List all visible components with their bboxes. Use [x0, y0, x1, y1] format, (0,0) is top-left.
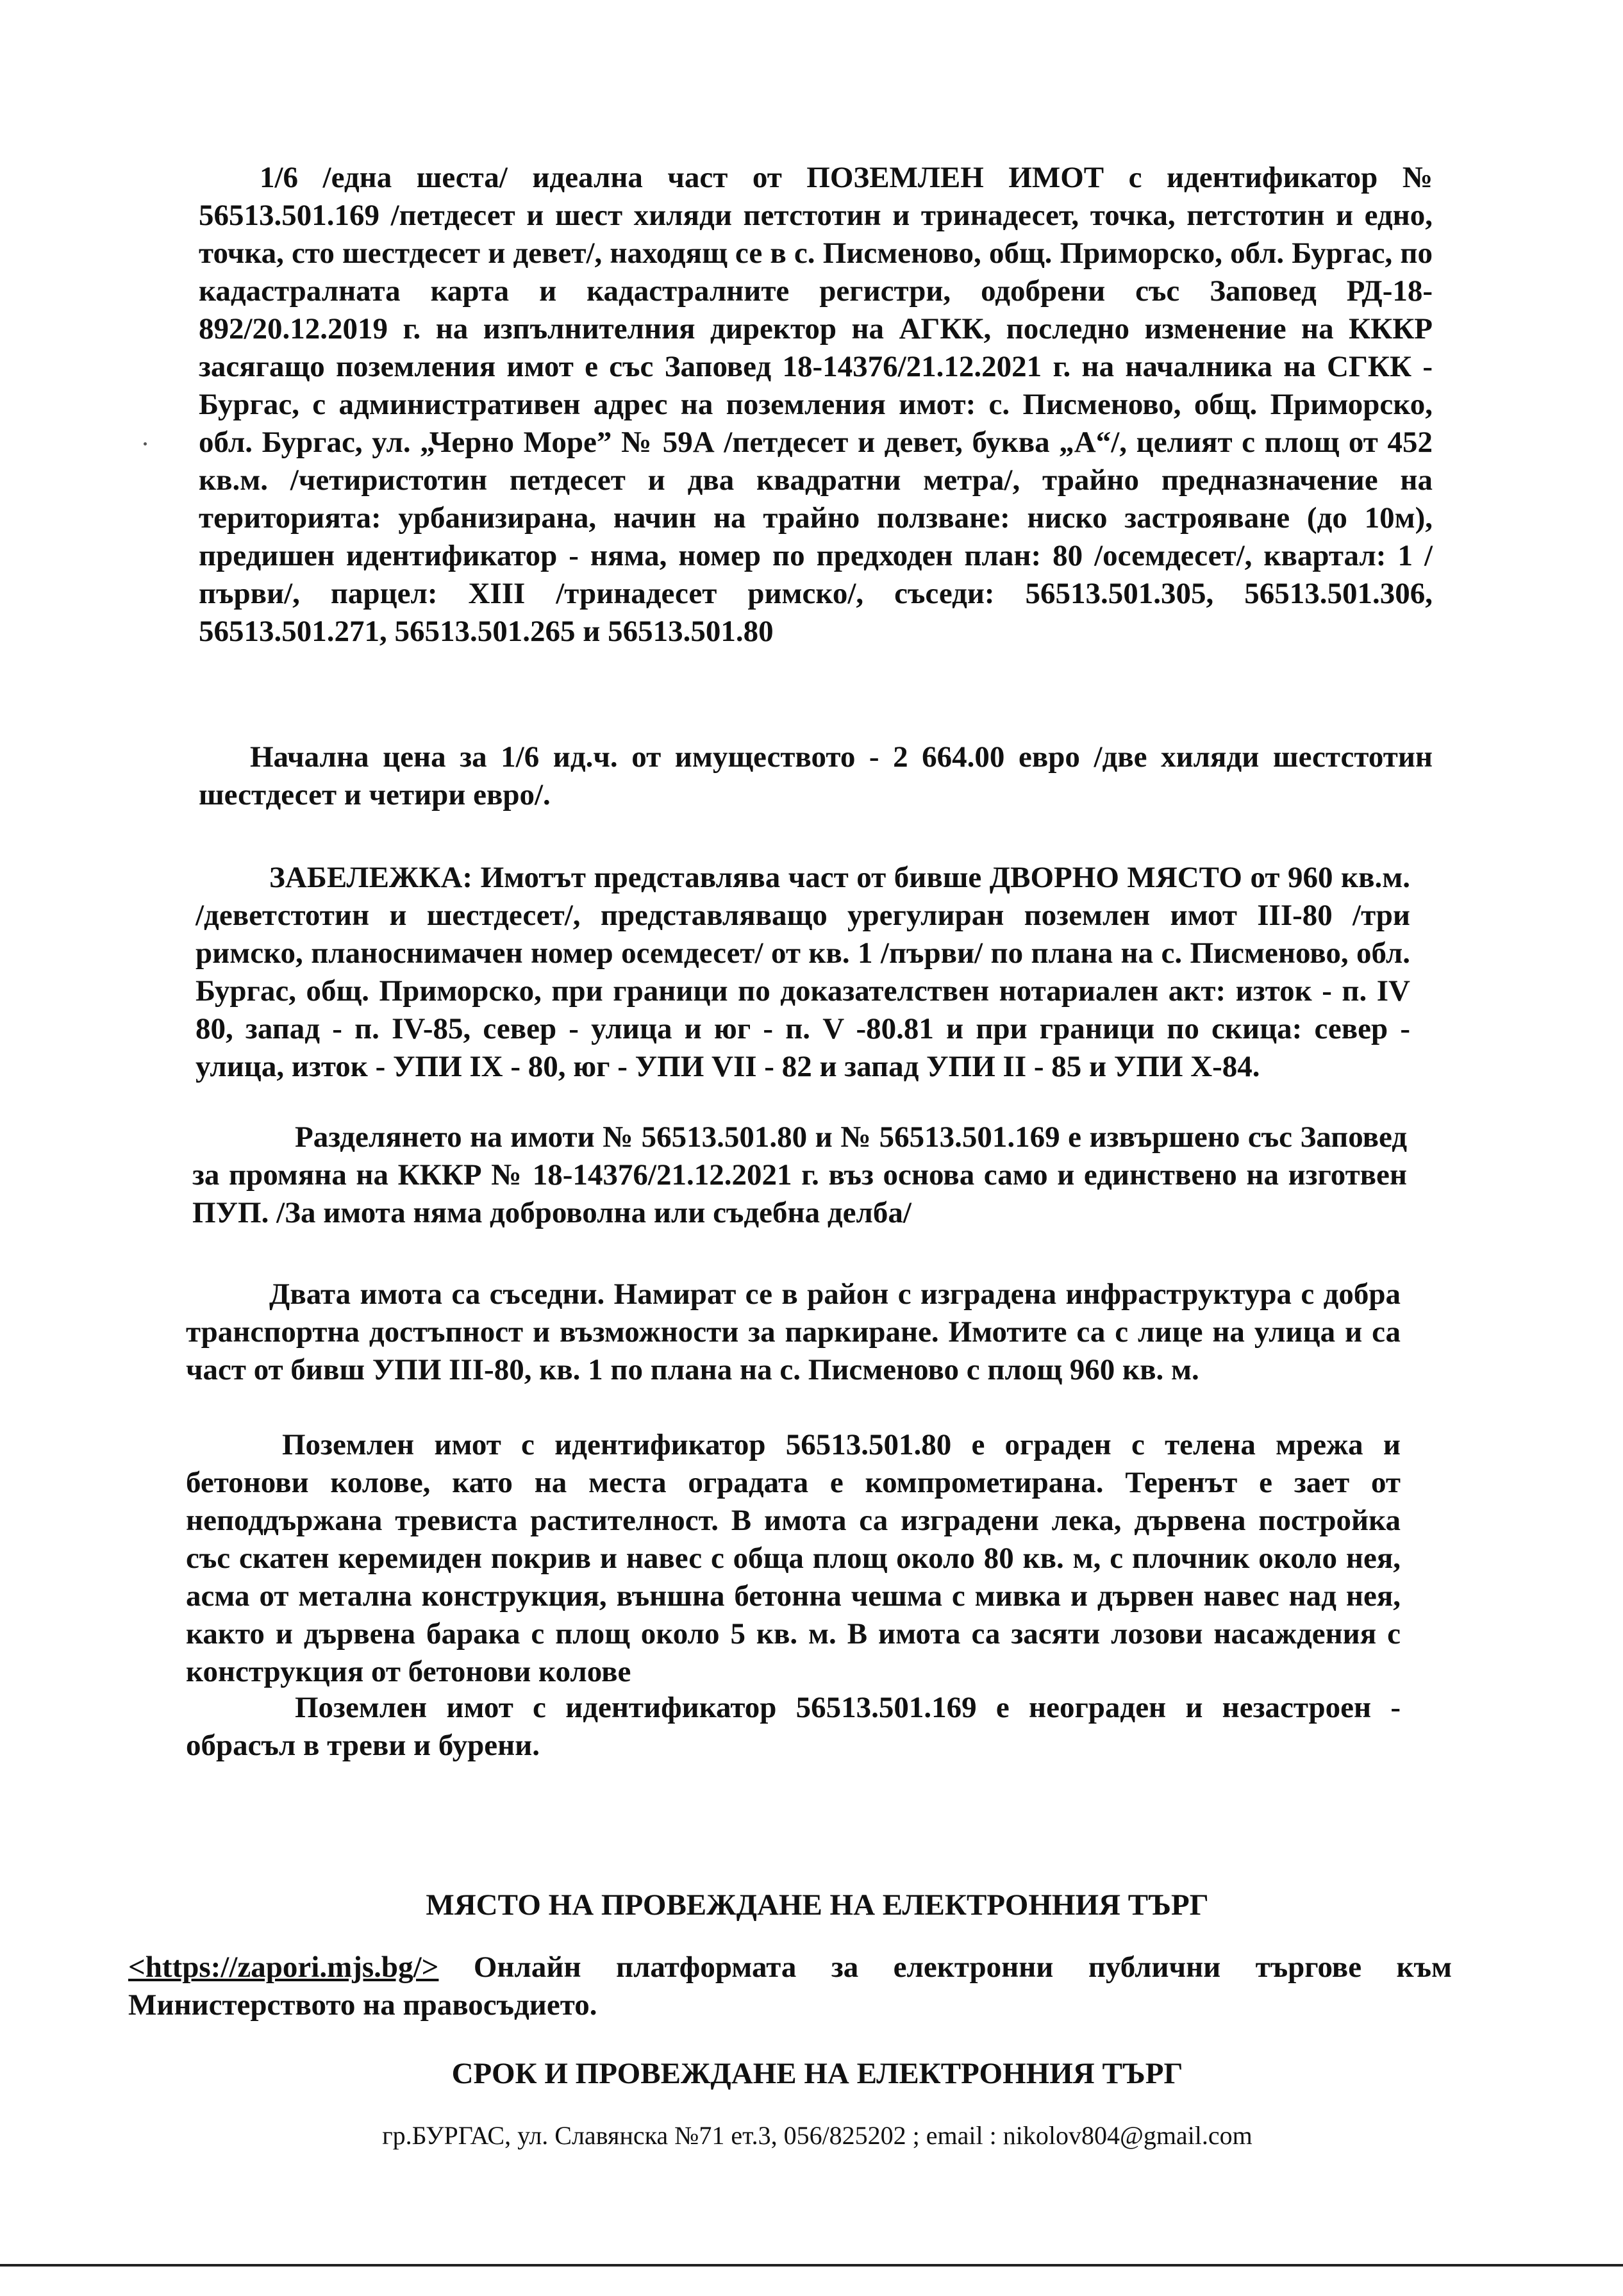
partition-paragraph: Разделянето на имоти № 56513.501.80 и № 56513.501.169 е извършено със Заповед за промяна на КККР № 18-14376/21.12.2021 г. въз основа само и единствено на изготвен ПУП. /За имота няма доброволна или съдебна делба/: [192, 1120, 1407, 1229]
property-80-paragraph: Поземлен имот с идентификатор 56513.501.80 е ограден с телена мрежа и бетонови колове, като на места оградата е компрометирана. Теренът е зает от неподдържана тревиста растителност. В имота са изградени лека, дървена постройка със скатен керемиден покрив и навес с обща площ около 80 кв. м, с плочник около нея, асма от метална конструкция, външна бетонна чешма с мивка и дървен навес над нея, както и дървена барака с площ около 5 кв. м. В имота са засяти лозови насаждения с конструкция от бетонови колове: [186, 1428, 1401, 1688]
starting-price-paragraph: Начална цена за 1/6 ид.ч. от имуществото - 2 664.00 евро /две хиляди шестстотин шестдесет и четири евро/.: [199, 740, 1433, 811]
contact-footer: гр.БУРГАС, ул. Славянска №71 ет.3, 056/825202 ; email : nikolov804@gmail.com: [382, 2121, 1253, 2150]
platform-description: Онлайн платформата за електронни публични търгове към Министерството на правосъдието.: [128, 1951, 1452, 2022]
property-169-paragraph: Поземлен имот с идентификатор 56513.501.169 е неограден и незастроен - обрасъл в треви и бурени.: [186, 1691, 1401, 1762]
auction-term-heading: СРОК И ПРОВЕЖДАНЕ НА ЕЛЕКТРОННИЯ ТЪРГ: [451, 2057, 1183, 2090]
auction-venue-heading: МЯСТО НА ПРОВЕЖДАНЕ НА ЕЛЕКТРОННИЯ ТЪРГ: [426, 1888, 1209, 1922]
property-description-paragraph: 1/6 /една шеста/ идеална част от ПОЗЕМЛЕН ИМОТ с идентификатор № 56513.501.169 /петдесет и шест хиляди петстотин и тринадесет, точка, петстотин и едно, точка, сто шестдесет и девет/, находящ се в с. Писменово, общ. Приморско, обл. Бургас, по кадастралната карта и кадастралните регистри, одобрени със Заповед РД-18-892/20.12.2019 г. на изпълнителния директор на АГКК, последно изменение на КККР засягащо поземления имот е със Заповед 18-14376/21.12.2021 г. на началника на СГКК - Бургас, с административен адрес на поземления имот: с. Писменово, общ. Приморско, обл. Бургас, ул. „Черно Море” № 59А /петдесет и девет, буква „А“/, целият с площ от 452 кв.м. /четиристотин петдесет и два квадратни метра/, трайно предназначение на територията: урбанизирана, начин на трайно ползване: ниско застрояване (до 10м), предишен идентификатор - няма, номер по предходен план: 80 /осемдесет/, квартал: 1 /първи/, парцел: XIII /тринадесет римско/, съседи: 56513.501.305, 56513.501.306, 56513.501.271, 56513.501.265 и 56513.501.80: [199, 161, 1433, 648]
scan-speck: [144, 442, 147, 445]
platform-paragraph: [128, 1949, 1452, 2024]
note-paragraph: ЗАБЕЛЕЖКА: Имотът представлява част от бивше ДВОРНО МЯСТО от 960 кв.м. /деветстотин и шестдесет/, представляващо урегулиран поземлен имот III-80 /три римско, планоснимачен номер осемдесет/ от кв. 1 /първи/ по плана на с. Писменово, обл. Бургас, общ. Приморско, при граници по доказателствен нотариален акт: изток - п. IV 80, запад - п. IV-85, север - улица и юг - п. V -80.81 и при граници по скица: север - улица, изток - УПИ IX - 80, юг - УПИ VII - 82 и запад УПИ II - 85 и УПИ X-84.: [196, 861, 1410, 1083]
platform-link[interactable]: <https://zapori.mjs.bg/>: [128, 1951, 439, 1984]
bottom-rule: [0, 2264, 1623, 2267]
properties-neighbours-paragraph: Двата имота са съседни. Намират се в район с изградена инфраструктура с добра транспортна достъпност и възможности за паркиране. Имотите са с лице на улица и са част от бивш УПИ III-80, кв. 1 по плана на с. Писменово с площ 960 кв. м.: [186, 1277, 1401, 1386]
